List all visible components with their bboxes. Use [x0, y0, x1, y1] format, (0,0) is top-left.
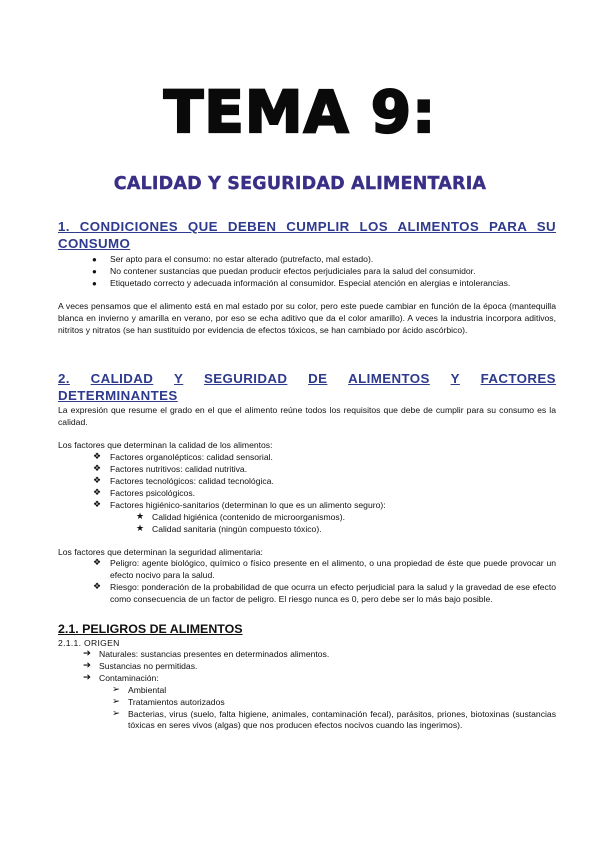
diamond-bullet-icon: ❖ [93, 498, 102, 509]
triangle-arrow-icon: ➢ [112, 695, 120, 707]
triangle-arrow-icon: ➢ [112, 707, 120, 719]
diamond-bullet-icon: ❖ [93, 581, 102, 592]
list-item: ❖ Factores tecnológicos: calidad tecnológica. [93, 474, 274, 486]
list-item: ● Etiquetado correcto y adecuada información al consumidor. Especial atención en alergias e intolerancias. [92, 277, 511, 288]
section-2-heading-line1: 2. CALIDAD Y SEGURIDAD DE ALIMENTOS Y FACTORES [58, 371, 556, 387]
document-body [58, 218, 556, 732]
diamond-bullet-icon: ❖ [93, 557, 102, 568]
list-item: ❖ Factores organolépticos: calidad sensorial. [93, 451, 273, 463]
page-subtitle: CALIDAD Y SEGURIDAD ALIMENTARIA [113, 174, 487, 194]
diamond-bullet-icon: ❖ [93, 451, 102, 462]
list-item: ❖ Riesgo: ponderación de la probabilidad de que ocurra un efecto perjudicial para la salud y la gravedad de ese efecto como consecuencia de un factor de peligro. El riesgo nunca es 0, pero debe ser lo más bajo posible. [93, 581, 556, 605]
section-1-heading-line2: CONSUMO [58, 236, 131, 251]
list-item: ★ Calidad higiénica (contenido de microorganismos). [136, 510, 345, 522]
list-item: ➔ Sustancias no permitidas. [83, 659, 198, 671]
list-item: ● Ser apto para el consumo: no estar alterado (putrefacto, mal estado). [92, 254, 374, 264]
safety-factors-intro: Los factores que determinan la seguridad alimentaria: [58, 546, 263, 557]
diamond-bullet-icon: ❖ [93, 463, 102, 474]
diamond-bullet-icon: ❖ [93, 486, 102, 497]
section-2-1-1-heading: 2.1.1. ORIGEN [58, 638, 120, 649]
arrow-bullet-icon: ➔ [83, 648, 91, 660]
quality-factors-list [58, 452, 556, 512]
list-item: ❖ Factores nutritivos: calidad nutritiva. [93, 463, 248, 475]
page-title: TEMA 9: [163, 78, 437, 146]
quality-factors-intro: Los factores que determinan la calidad de los alimentos: [58, 440, 273, 451]
bullet-dot-icon: ● [92, 255, 97, 264]
section-2-1-heading: 2.1. PELIGROS DE ALIMENTOS [58, 622, 243, 637]
list-item: ➔ Naturales: sustancias presentes en determinados alimentos. [83, 648, 330, 660]
section-2-heading-line2: DETERMINANTES [58, 388, 178, 404]
list-item: ➢ Ambiental [112, 683, 167, 695]
hygiene-subfactors-list [58, 512, 556, 536]
section-1-paragraph: A veces pensamos que el alimento está en mal estado por su color, pero este puede cambiar en función de la época (mantequilla blanca en invierno y amarilla en verano, por eso se echa aditivo que da el color amarillo). A veces la industria incorpora aditivos, nitritos y nitratos (se han sustituido por evidencia de efectos tóxicos, se han cambiado por ácido ascórbico). [58, 300, 556, 335]
contamination-list [58, 685, 556, 733]
list-item: ❖ Factores psicológicos. [93, 486, 196, 498]
list-item: ❖ Factores higiénico-sanitarios (determinan lo que es un alimento seguro): [93, 498, 386, 510]
list-item: ➢ Tratamientos autorizados [112, 695, 225, 707]
arrow-bullet-icon: ➔ [83, 671, 91, 683]
star-bullet-icon: ★ [136, 510, 145, 521]
origin-list [58, 649, 556, 685]
section-1-bullet-list [58, 254, 556, 290]
list-item: ● No contener sustancias que puedan producir efectos perjudiciales para la salud del consumidor. [92, 265, 476, 276]
section-1-heading [58, 218, 556, 252]
diamond-bullet-icon: ❖ [93, 474, 102, 485]
safety-factors-list [58, 558, 556, 606]
section-2-heading [58, 370, 556, 404]
arrow-bullet-icon: ➔ [83, 659, 91, 671]
list-item: ★ Calidad sanitaria (ningún compuesto tóxico). [136, 522, 322, 534]
list-item: ❖ Peligro: agente biológico, químico o físico presente en el alimento, o una propiedad de éste que puede provocar un efecto nocivo para la salud. [93, 557, 556, 581]
section-1-heading-line1: 1. CONDICIONES QUE DEBEN CUMPLIR LOS ALIMENTOS PARA SU [58, 219, 556, 234]
star-bullet-icon: ★ [136, 522, 145, 533]
list-item: ➔ Contaminación: [83, 671, 159, 683]
bullet-dot-icon: ● [92, 278, 97, 288]
section-2-intro: La expresión que resume el grado en el que el alimento reúne todos los requisitos que debe de cumplir para su consumo es la calidad. [58, 405, 556, 428]
triangle-arrow-icon: ➢ [112, 683, 120, 695]
list-item: ➢ Bacterias, virus (suelo, falta higiene, animales, contaminación fecal), parásitos, priones, biotoxinas (sustancias tóxicas en seres vivos (algas) que nos producen efectos nocivos cuando las ingerimos). [112, 707, 556, 731]
bullet-dot-icon: ● [92, 266, 97, 276]
